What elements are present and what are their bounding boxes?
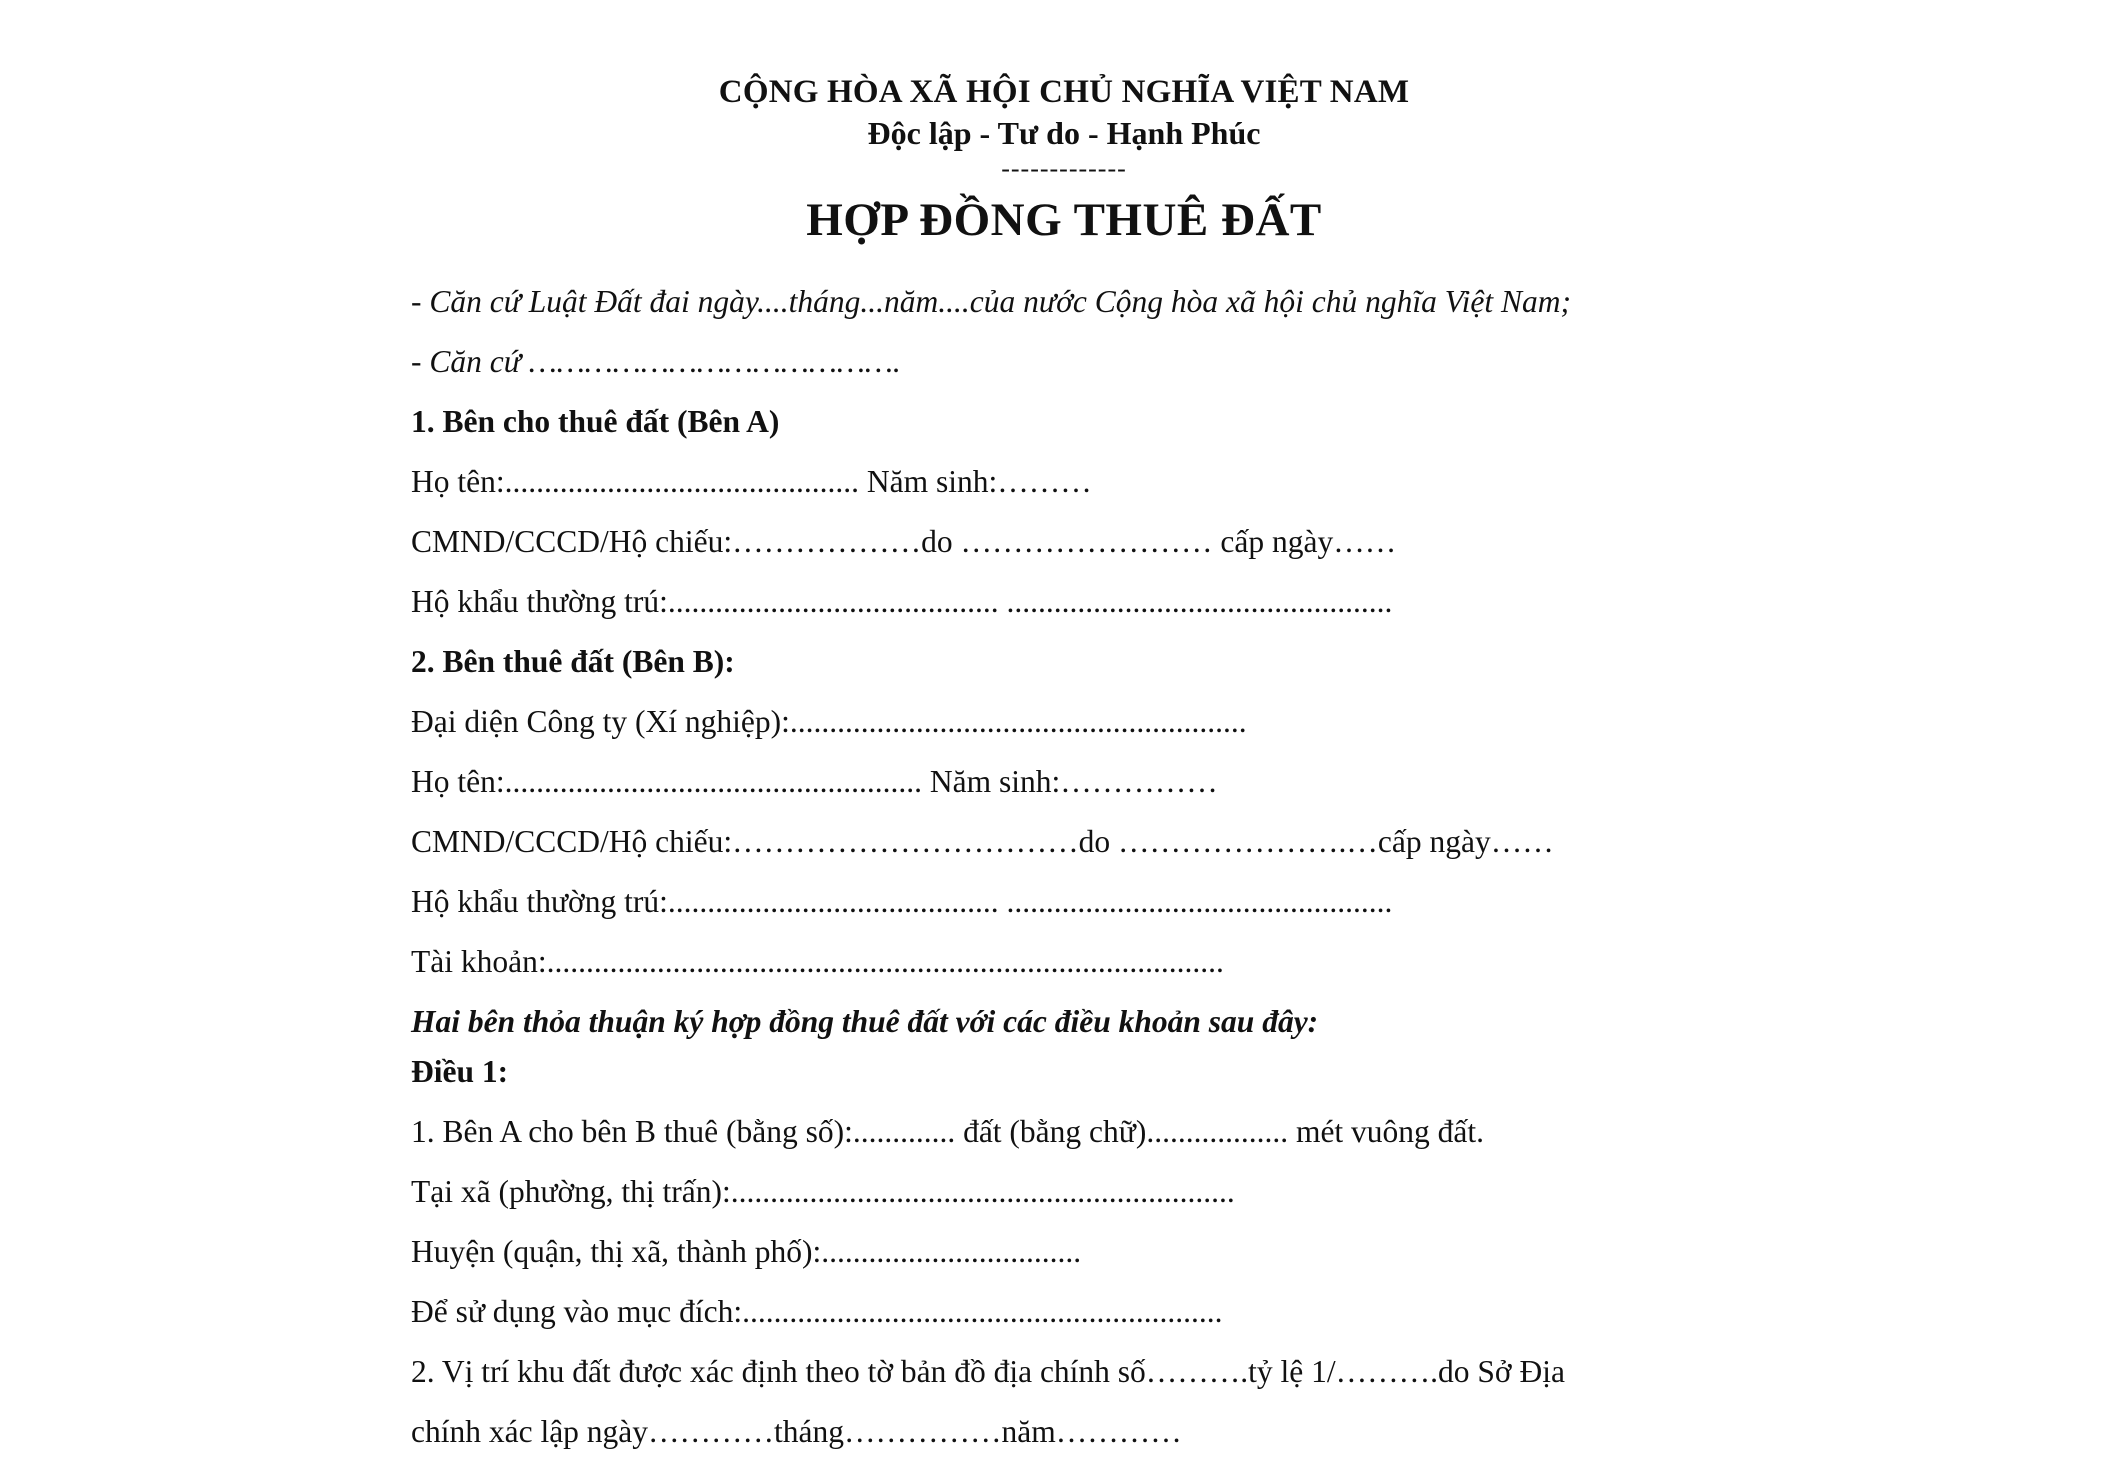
- header-separator: -------------: [1001, 154, 1127, 183]
- section-heading-party-b: 2. Bên thuê đất (Bên B):: [411, 644, 735, 679]
- party-b-residence-line: Hộ khẩu thường trú:.......................................... .................................................: [411, 884, 1393, 919]
- purpose-line: Để sử dụng vào mục đích:.............................................................: [411, 1294, 1223, 1329]
- national-motto: Độc lập - Tư do - Hạnh Phúc: [867, 115, 1261, 151]
- legal-basis-line: - Căn cứ Luật Đất đai ngày....tháng...năm....của nước Cộng hòa xã hội chủ nghĩa Việt Nam;: [411, 284, 1571, 319]
- article-1-clause-2: 2. Vị trí khu đất được xác định theo tờ bản đồ địa chính số……….tỷ lệ 1/……….do Sở Địa: [411, 1354, 1565, 1389]
- article-1-clause-1: 1. Bên A cho bên B thuê (bằng số):............. đất (bằng chữ).................. mét vuông đất.: [411, 1114, 1485, 1149]
- agreement-intro-line: Hai bên thỏa thuận ký hợp đồng thuê đất với các điều khoản sau đây:: [411, 1004, 1319, 1039]
- document-title: HỢP ĐỒNG THUÊ ĐẤT: [806, 194, 1322, 246]
- article-1-heading: Điều 1:: [411, 1054, 509, 1089]
- party-b-account-line: Tài khoản:......................................................................................: [411, 944, 1224, 979]
- document-body: [411, 272, 2111, 1462]
- party-b-company-line: Đại diện Công ty (Xí nghiệp):..........................................................: [411, 704, 1247, 739]
- legal-basis-line: - Căn cứ ………………………………….: [411, 344, 901, 379]
- commune-line: Tại xã (phường, thị trấn):................................................................: [411, 1174, 1235, 1209]
- article-1-clause-2-continued: chính xác lập ngày…………tháng……………năm…………: [411, 1414, 1182, 1449]
- party-a-residence-line: Hộ khẩu thường trú:.......................................... .................................................: [411, 584, 1393, 619]
- party-a-name-line: Họ tên:............................................. Năm sinh:………: [411, 464, 1092, 499]
- district-line: Huyện (quận, thị xã, thành phố):.................................: [411, 1234, 1082, 1269]
- party-b-name-line: Họ tên:..................................................... Năm sinh:……………: [411, 764, 1218, 799]
- national-title: CỘNG HÒA XÃ HỘI CHỦ NGHĨA VIỆT NAM: [718, 74, 1410, 110]
- section-heading-party-a: 1. Bên cho thuê đất (Bên A): [411, 404, 780, 439]
- party-b-id-line: CMND/CCCD/Hộ chiếu:……………………………do ………………….…cấp ngày……: [411, 824, 1554, 859]
- party-a-id-line: CMND/CCCD/Hộ chiếu:………………do …………………… cấp ngày……: [411, 524, 1397, 559]
